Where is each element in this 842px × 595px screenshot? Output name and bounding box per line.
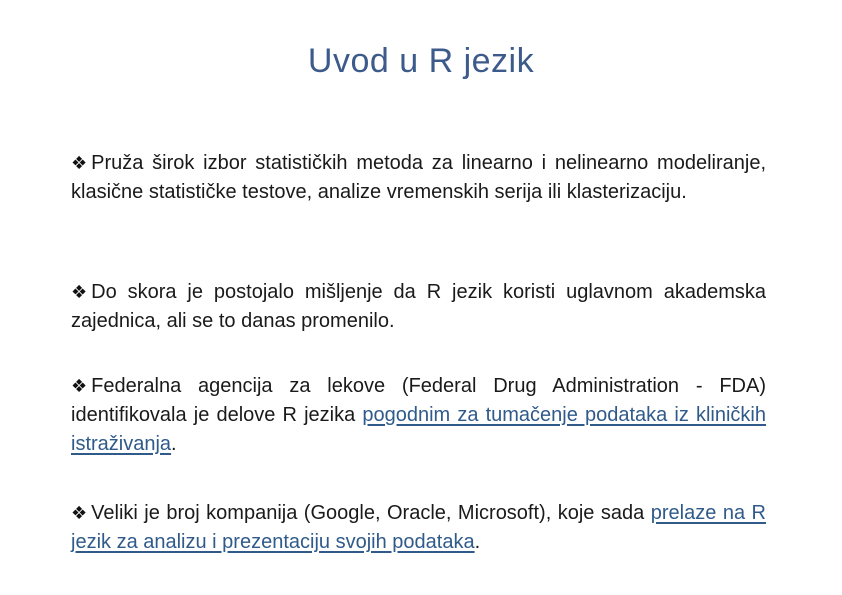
underlined-link-text[interactable]: pogodnim za tumačenje podataka iz kliničkih istraživanja: [71, 404, 767, 455]
bullet-text: Federalna agencija za lekove (Federal Drug Administration - FDA) identifikovala je delove R jezika: [71, 375, 766, 426]
bullet-text: Pruža širok izbor statističkih metoda za linearno i nelinearno modeliranje, klasične statističke testove, analize vremenskih serija ili klasterizaciju.: [71, 152, 766, 203]
bullet-text-end: .: [474, 531, 481, 553]
diamond-bullet-icon: ❖: [71, 282, 88, 302]
bullet-item: [71, 372, 766, 459]
diamond-bullet-icon: ❖: [71, 503, 88, 523]
diamond-bullet-icon: ❖: [71, 153, 88, 173]
bullet-item: [71, 149, 766, 207]
bullet-item: [71, 499, 766, 557]
bullet-text-end: .: [171, 433, 177, 455]
diamond-bullet-icon: ❖: [71, 376, 88, 396]
bullet-text: Veliki je broj kompanija (Google, Oracle, Microsoft), koje sada: [91, 502, 651, 524]
bullet-item: [71, 278, 766, 336]
slide-title: Uvod u R jezik: [307, 42, 535, 80]
underlined-link-text[interactable]: prelaze na R jezik za analizu i prezentaciju svojih podataka: [71, 502, 766, 553]
bullet-text: Do skora je postojalo mišljenje da R jezik koristi uglavnom akademska zajednica, ali se to danas promenilo.: [71, 281, 766, 332]
